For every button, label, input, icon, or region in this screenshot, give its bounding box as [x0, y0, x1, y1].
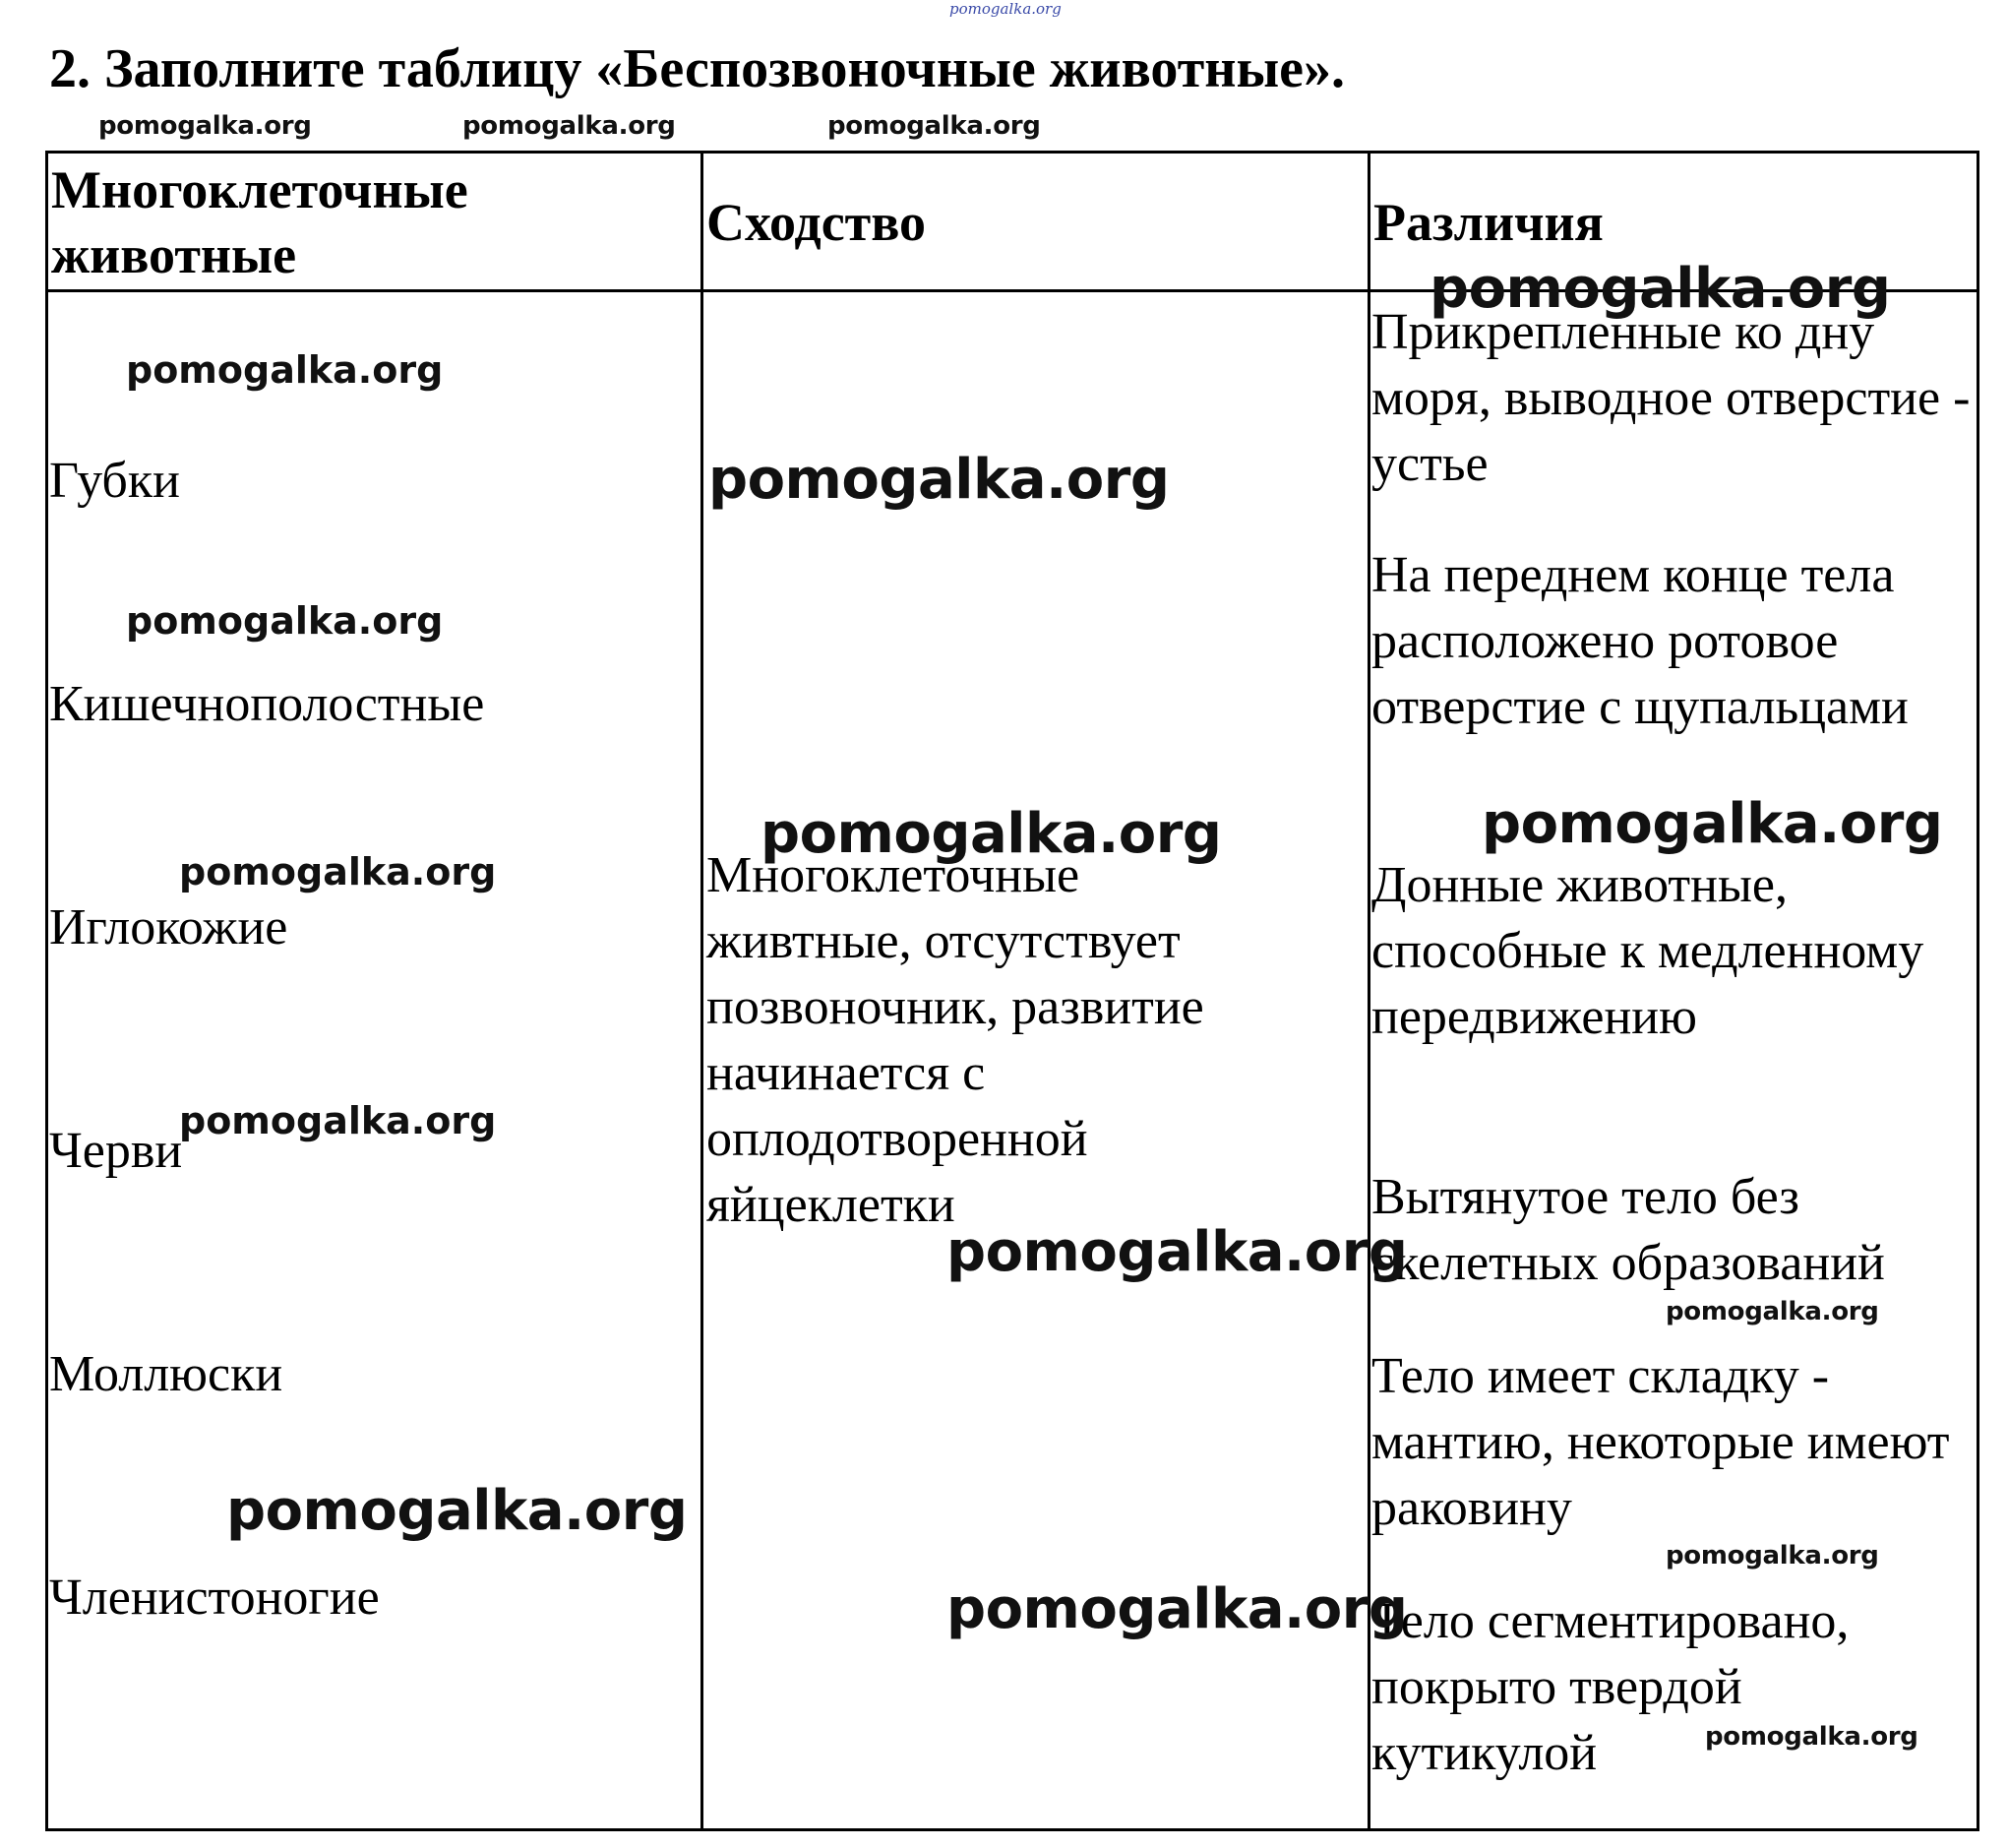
header-multicellular-animals: Многоклеточные животные — [51, 160, 468, 284]
top-watermark: pomogalka.org — [949, 0, 1062, 18]
watermark: pomogalka.org — [761, 802, 1222, 866]
watermark: pomogalka.org — [946, 1220, 1408, 1284]
animal-sponges: Губки — [49, 453, 180, 509]
watermark: pomogalka.org — [1705, 1722, 1918, 1752]
difference-echinoderms: Донные животные, способные к медленному передвижению — [1371, 857, 1924, 1045]
watermark: pomogalka.org — [708, 448, 1170, 512]
animal-worms: Черви — [49, 1123, 183, 1179]
animal-arthropods: Членистоногие — [49, 1570, 380, 1626]
difference-mollusks: Тело имеет складку - мантию, некоторые имеют раковину — [1371, 1348, 1950, 1536]
watermark: pomogalka.org — [1482, 792, 1943, 856]
animal-mollusks: Моллюски — [49, 1346, 283, 1402]
watermark: pomogalka.org — [462, 111, 676, 141]
header-differences: Различия — [1373, 193, 1604, 252]
similarity-text: Многоклеточные живтные, отсутствует позвоночник, развитие начинается с оплодотворенной яйцеклетки — [706, 847, 1204, 1233]
watermark: pomogalka.org — [1666, 1541, 1879, 1571]
difference-arthropods: Тело сегментировано, покрыто твердой кутикулой — [1371, 1593, 1850, 1781]
watermark: pomogalka.org — [226, 1479, 688, 1543]
watermark: pomogalka.org — [98, 111, 312, 141]
header-similarity: Сходство — [706, 193, 926, 252]
difference-worms: Вытянутое тело без скелетных образований — [1371, 1169, 1885, 1291]
watermark: pomogalka.org — [1430, 257, 1891, 321]
difference-sponges: Прикрепленные ко дну моря, выводное отверстие - устье — [1371, 304, 1971, 492]
watermark: pomogalka.org — [126, 348, 444, 392]
animal-coelenterates: Кишечнополостные — [49, 676, 485, 732]
difference-coelenterates: На переднем конце тела расположено ротовое отверстие с щупальцами — [1371, 547, 1909, 735]
watermark: pomogalka.org — [946, 1577, 1408, 1641]
watermark: pomogalka.org — [827, 111, 1041, 141]
watermark: pomogalka.org — [1666, 1297, 1879, 1326]
watermark: pomogalka.org — [179, 850, 497, 893]
watermark: pomogalka.org — [126, 599, 444, 643]
page-title: 2. Заполните таблицу «Беспозвоночные животные». — [49, 38, 1346, 99]
watermark: pomogalka.org — [179, 1099, 497, 1142]
animal-echinoderms: Иглокожие — [49, 899, 288, 955]
column-divider-1 — [700, 151, 703, 1831]
